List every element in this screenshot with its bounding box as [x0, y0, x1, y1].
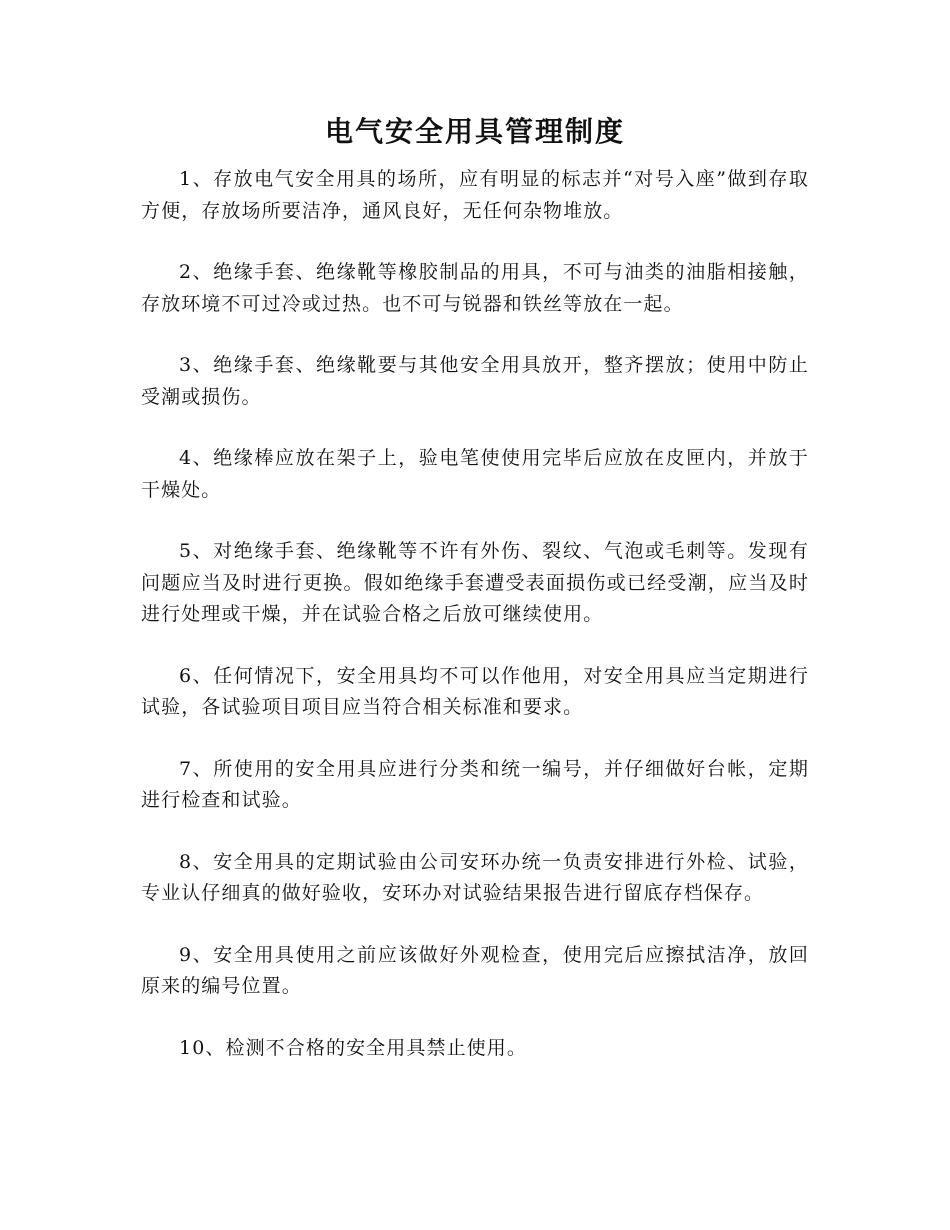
paragraph-10: 10、检测不合格的安全用具禁止使用。	[179, 1036, 527, 1059]
paragraph-1: 1、存放电气安全用具的场所，应有明显的标志并“对号入座”做到存取方便，存放场所要洁净，通风良好，无任何杂物堆放。	[141, 168, 809, 222]
paragraph-4: 4、绝缘棒应放在架子上，验电笔使使用完毕后应放在皮匣内，并放于干燥处。	[141, 447, 809, 501]
document-title: 电气安全用具管理制度	[324, 115, 625, 148]
paragraph-8: 8、安全用具的定期试验由公司安环办统一负责安排进行外检、试验，专业认仔细真的做好验收，安环办对试验结果报告进行留底存档保存。	[141, 850, 809, 904]
paragraph-9: 9、安全用具使用之前应该做好外观检查，使用完后应擦拭洁净，放回原来的编号位置。	[141, 943, 809, 997]
paragraph-6: 6、任何情况下，安全用具均不可以作他用，对安全用具应当定期进行试验，各试验项目项目应当符合相关标准和要求。	[141, 664, 809, 718]
document-body	[141, 164, 809, 1094]
paragraph-3: 3、绝缘手套、绝缘靴要与其他安全用具放开，整齐摆放；使用中防止受潮或损伤。	[141, 354, 809, 408]
paragraph-5: 5、对绝缘手套、绝缘靴等不许有外伤、裂纹、气泡或毛刺等。发现有问题应当及时进行更换。假如绝缘手套遭受表面损伤或已经受潮，应当及时进行处理或干燥，并在试验合格之后放可继续使用。	[141, 540, 809, 625]
paragraph-7: 7、所使用的安全用具应进行分类和统一编号，并仔细做好台帐，定期进行检查和试验。	[141, 757, 809, 811]
paragraph-2: 2、绝缘手套、绝缘靴等橡胶制品的用具，不可与油类的油脂相接触，存放环境不可过冷或过热。也不可与锐器和铁丝等放在一起。	[141, 261, 809, 315]
